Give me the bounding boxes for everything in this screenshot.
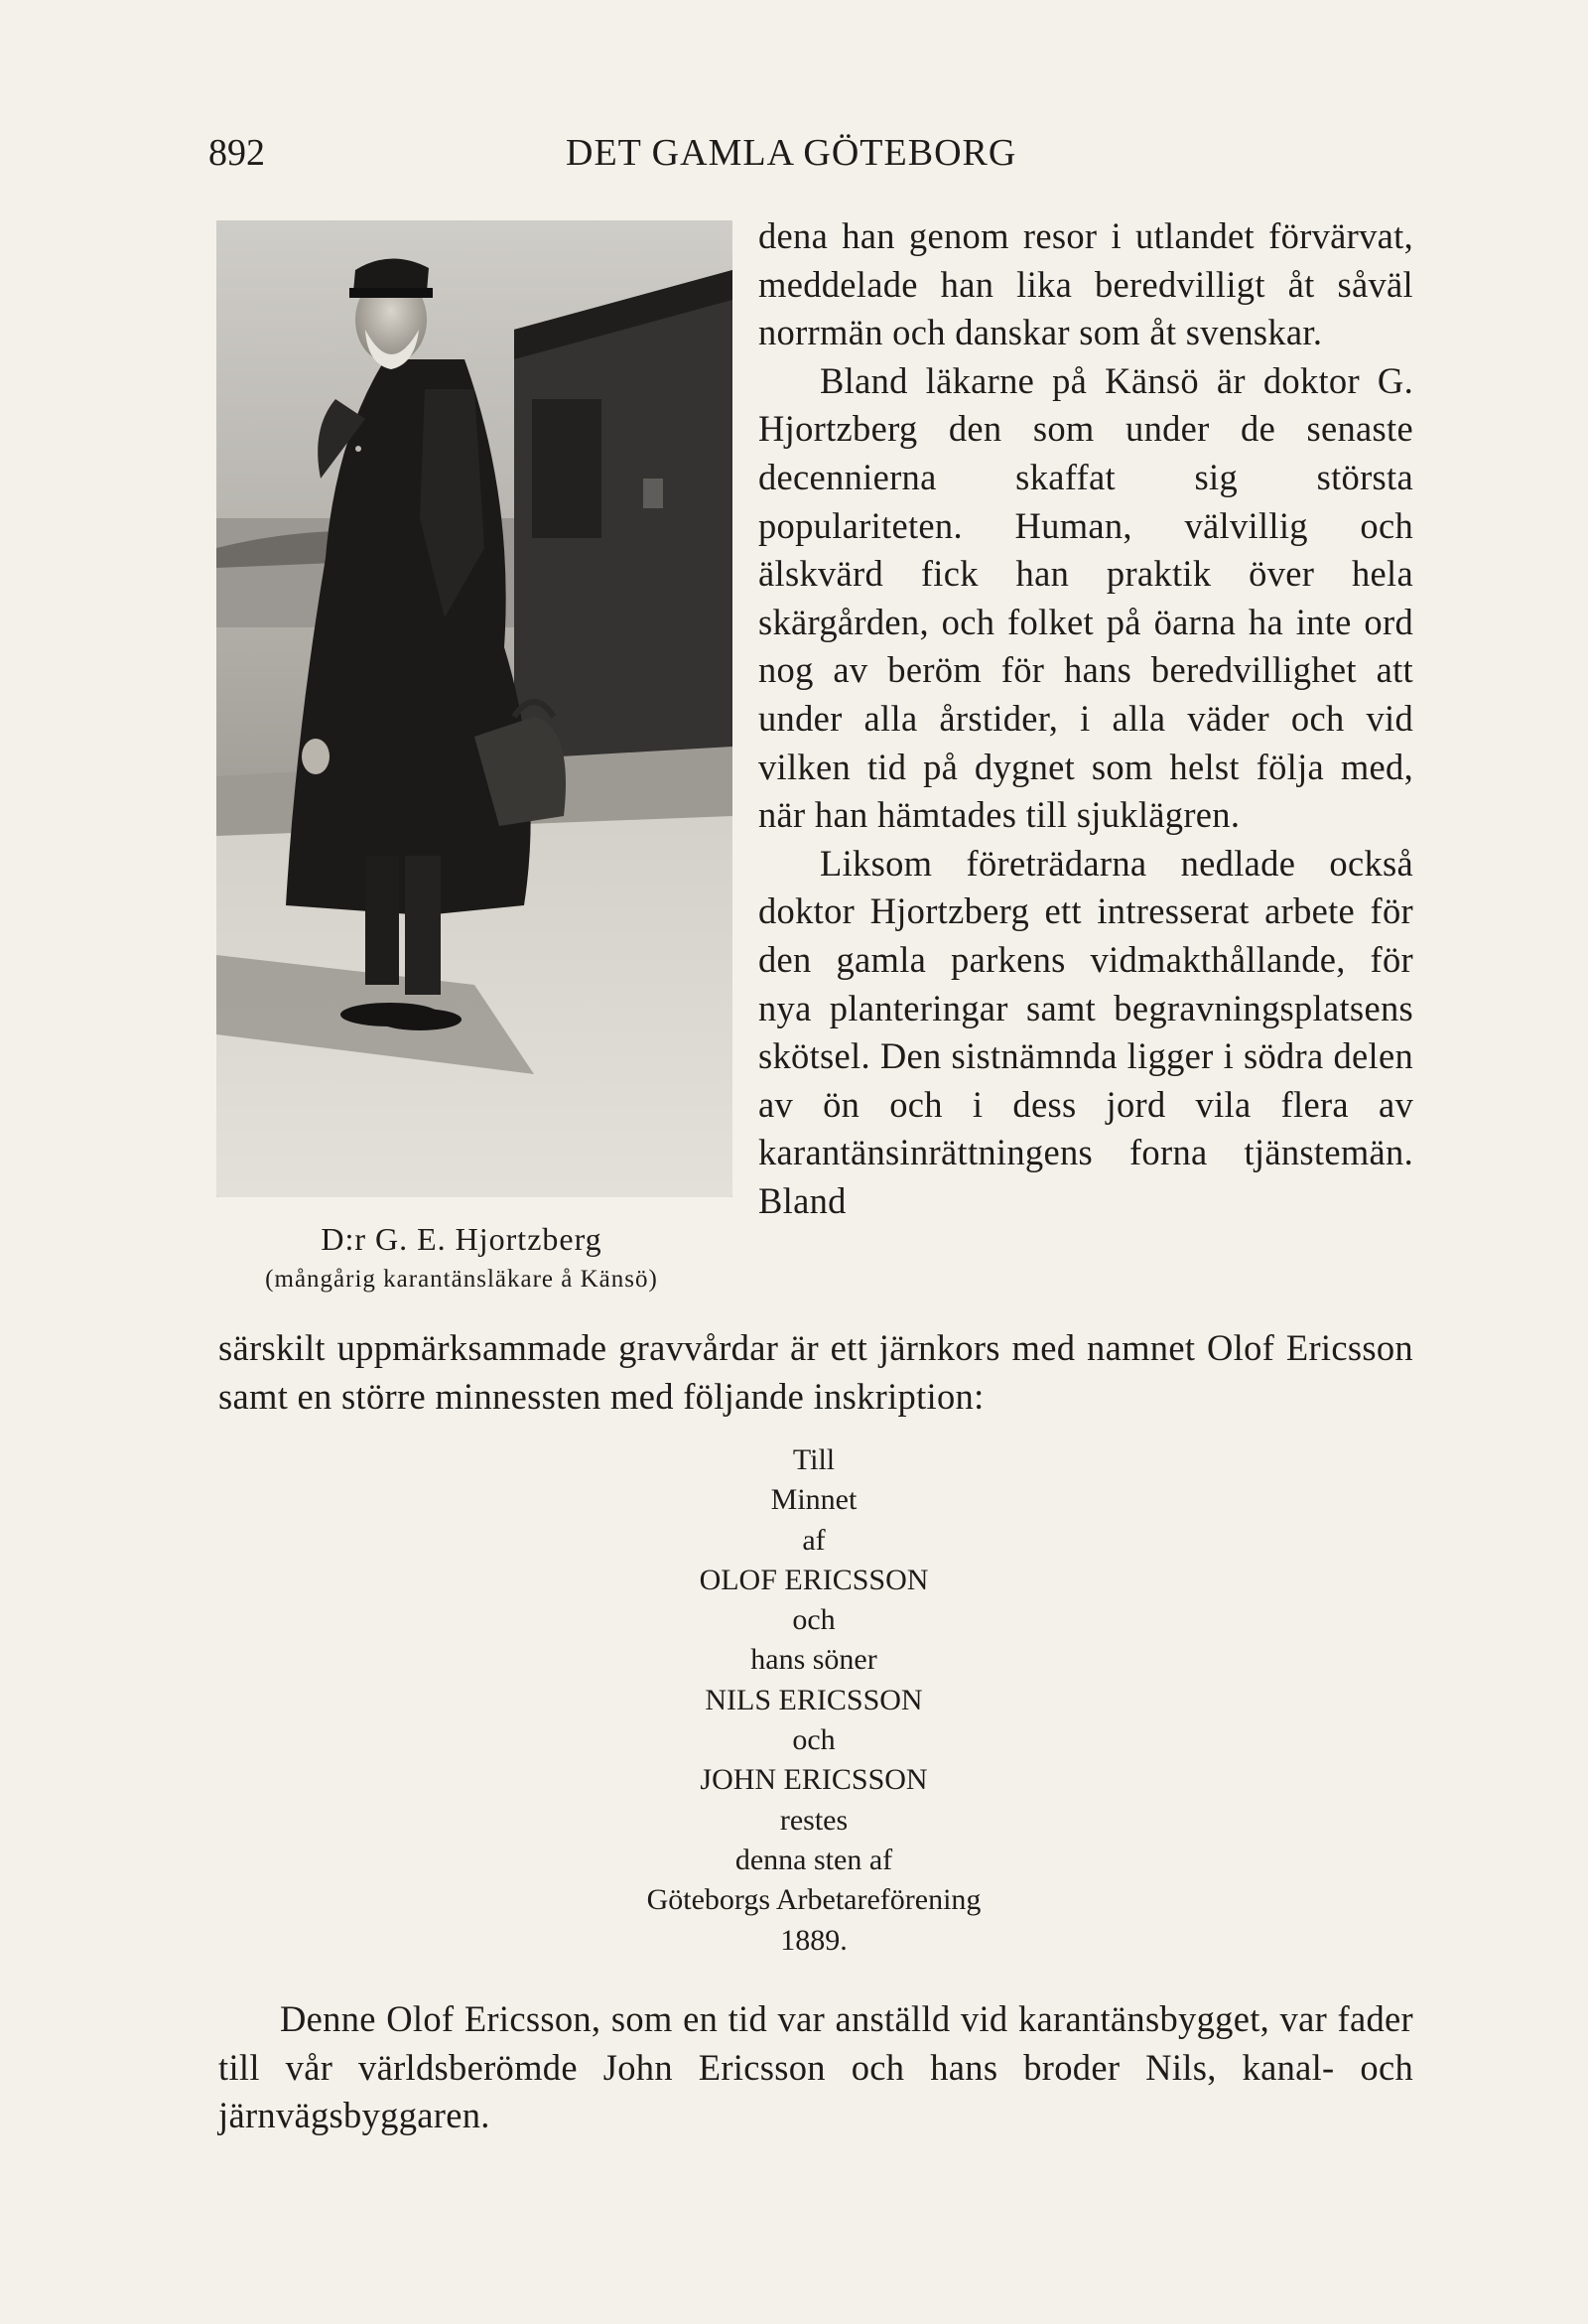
right-column [758, 212, 1413, 1225]
inscription-line: hans söner [750, 1643, 877, 1677]
inscription-line: 1889. [780, 1923, 848, 1957]
figure-caption-sub: (mångårig karantänsläkare å Känsö) [265, 1266, 658, 1293]
inscription-line: Till [792, 1443, 836, 1476]
full-width-text [218, 1324, 1413, 1421]
inscription-line: Göteborgs Arbetareförening [646, 1883, 982, 1917]
inscription-line: restes [779, 1803, 849, 1837]
running-title: DET GAMLA GÖTEBORG [566, 132, 1017, 174]
figure-caption-name: D:r G. E. Hjortzberg [321, 1221, 602, 1257]
paragraph-3-column: Liksom företrädarna nedlade också doktor Hjortzberg ett intresserat arbete för den gamla parkens vidmakthållande, för nya planteringar samt begravningsplatsens skötsel. Den sistnämnda ligger i södra delen av ön och i dess jord vila flera av karantänsinrättningens forna tjänstemän. Bland [758, 842, 1413, 1221]
paragraph-1: dena han genom resor i utlandet förvärvat, meddelade han lika beredvilligt åt såväl norrmän och danskar som åt svenskar. [758, 215, 1413, 353]
inscription-line: denna sten af [734, 1843, 893, 1876]
inscription-line: och [792, 1603, 836, 1637]
paragraph-2: Bland läkarne på Känsö är doktor G. Hjortzberg den som under de senaste decennierna skaffat sig största populariteten. Human, välvillig och älskvärd fick han praktik över hela skärgården, och folket på öarna ha inte ord nog av beröm för hans beredvillighet att under alla årstider, i alla väder och vid vilken tid på dygnet som helst följa med, när han hämtades till sjuklägren. [758, 359, 1413, 836]
inscription-line: Minnet [770, 1483, 858, 1517]
inscription-line: JOHN ERICSSON [700, 1763, 928, 1797]
portrait-photo [216, 220, 732, 1197]
inscription-line: och [792, 1723, 836, 1757]
paragraph-3-full: särskilt uppmärksammade gravvårdar är ett järnkors med namnet Olof Ericsson samt en större minnessten med följande inskription: [218, 1327, 1413, 1417]
page-number: 892 [208, 132, 265, 174]
inscription-line: OLOF ERICSSON [699, 1563, 929, 1596]
inscription-line: NILS ERICSSON [705, 1683, 923, 1716]
closing-paragraph: Denne Olof Ericsson, som en tid var anställd vid karantänsbygget, var fader till vår världsberömde John Ericsson och hans broder Nils, kanal- och järnvägsbyggaren. [218, 1998, 1413, 2136]
inscription-block [496, 1440, 1131, 1961]
inscription-line: af [802, 1523, 826, 1557]
